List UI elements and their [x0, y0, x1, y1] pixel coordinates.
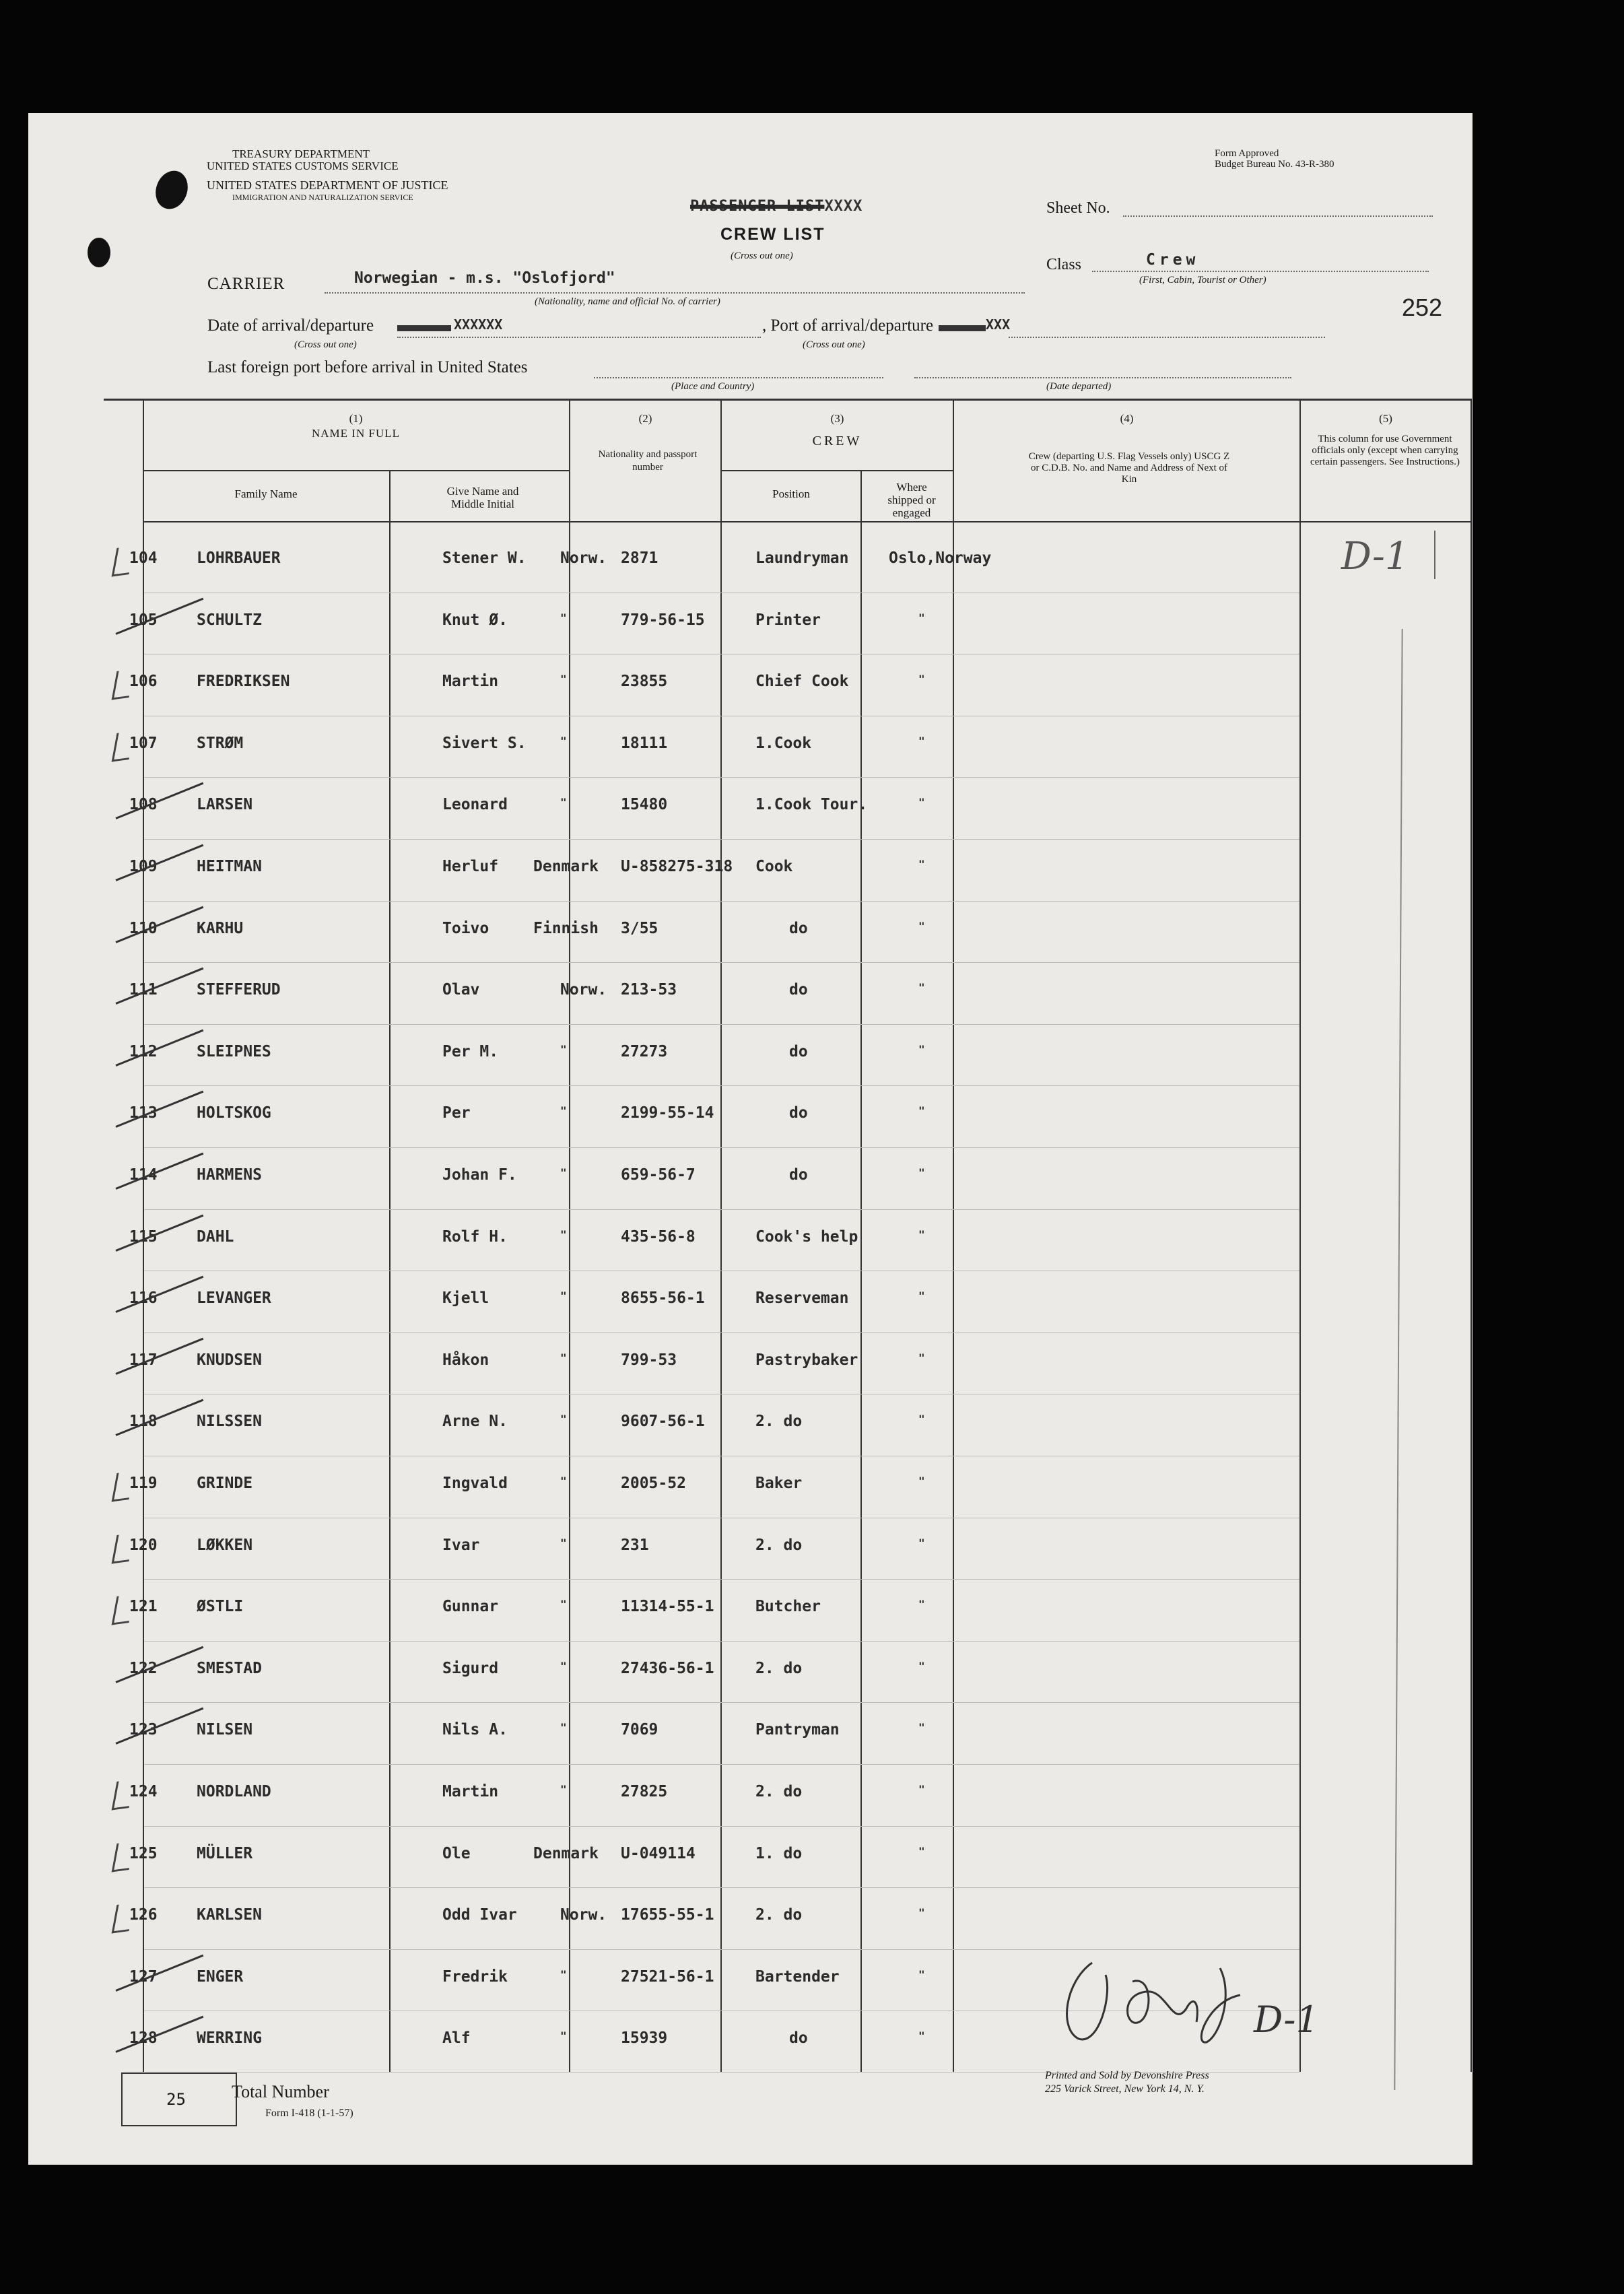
date-departed-blank	[914, 377, 1291, 379]
row-number: 120	[129, 1536, 158, 1554]
col5-title: This column for use Government officials only (except when carrying certain passengers. See Instructions.)	[1310, 434, 1460, 467]
dept-justice: UNITED STATES DEPARTMENT OF JUSTICE	[207, 178, 448, 192]
where-engaged: "	[918, 1598, 925, 1611]
c3-sub-rule	[722, 470, 953, 471]
position: do	[789, 1166, 808, 1184]
position: Printer	[755, 611, 821, 629]
printer-info	[1045, 2069, 1209, 2096]
family-name: DAHL	[197, 1227, 234, 1246]
given-name: Leonard	[442, 796, 508, 814]
tick-mark	[112, 1779, 135, 1810]
where-engaged: "	[918, 734, 925, 747]
where-engaged: "	[918, 1104, 925, 1118]
row-rule	[144, 1024, 1299, 1025]
tick-mark	[112, 669, 135, 700]
where-engaged: "	[918, 1475, 925, 1487]
nationality: "	[560, 1042, 567, 1056]
nationality: "	[560, 1166, 567, 1179]
given-name: Arne N.	[442, 1413, 508, 1431]
tick-mark	[112, 1532, 135, 1563]
family-name: KARLSEN	[197, 1906, 262, 1924]
where-engaged: "	[918, 1042, 925, 1056]
passport-number: 27436-56-1	[621, 1659, 714, 1677]
family-name: SCHULTZ	[197, 611, 262, 629]
col3-where: Where shipped or engaged	[887, 481, 936, 519]
where-engaged: "	[918, 981, 925, 994]
col4-number: (4)	[1120, 412, 1134, 425]
passport-number: 3/55	[621, 919, 658, 937]
header-bottom-rule	[143, 521, 1470, 522]
col2-title: Nationality and passport number	[598, 449, 698, 473]
nationality: "	[560, 1475, 567, 1487]
given-name: Alf	[442, 2029, 471, 2048]
where-engaged: "	[918, 796, 925, 809]
c1-sub-rule	[143, 470, 569, 471]
class-hint: (First, Cabin, Tourist or Other)	[1139, 275, 1266, 285]
arrival-strike	[397, 325, 451, 331]
where-engaged: "	[918, 1536, 925, 1549]
nationality: Norw.	[560, 1906, 607, 1924]
row-rule	[144, 839, 1299, 840]
given-name: Ivar	[442, 1536, 480, 1554]
nationality: "	[560, 1536, 567, 1549]
port-strike	[939, 325, 986, 331]
carrier-hint: (Nationality, name and official No. of carrier)	[535, 296, 720, 307]
family-name: SMESTAD	[197, 1659, 262, 1677]
position: Bartender	[755, 1967, 840, 1986]
given-name: Per M.	[442, 1042, 499, 1060]
passport-number: 17655-55-1	[621, 1906, 714, 1924]
total-value: 25	[166, 2090, 186, 2109]
row-rule	[144, 1641, 1299, 1642]
nationality: "	[560, 1413, 567, 1426]
family-name: MÜLLER	[197, 1844, 253, 1862]
table-top-rule	[104, 399, 1470, 401]
nationality: "	[560, 611, 567, 624]
given-name: Martin	[442, 1783, 499, 1800]
family-name: HEITMAN	[197, 858, 262, 875]
family-name: GRINDE	[197, 1475, 253, 1492]
row-number: 116	[129, 1289, 158, 1308]
col2-number: (2)	[638, 412, 652, 425]
arrival-label: Date of arrival/departure	[207, 316, 374, 335]
table-row	[28, 1592, 1473, 1633]
row-number: 112	[129, 1042, 158, 1060]
passport-number: 18111	[621, 734, 668, 752]
passport-number: U-858275-318	[621, 858, 733, 875]
tick-mark	[112, 1841, 135, 1872]
position: 2. do	[755, 1659, 803, 1677]
family-name: FREDRIKSEN	[197, 673, 290, 691]
table-row	[28, 606, 1473, 646]
row-rule	[144, 1887, 1299, 1888]
col1-given: Give Name and Middle Initial	[446, 485, 519, 510]
nationality: "	[560, 673, 567, 686]
dept-customs: UNITED STATES CUSTOMS SERVICE	[207, 160, 399, 172]
row-number: 128	[129, 2029, 158, 2048]
table-row	[28, 1407, 1473, 1448]
where-engaged: "	[918, 919, 925, 933]
carrier-label: CARRIER	[207, 275, 285, 293]
class-blank	[1092, 271, 1429, 273]
where-engaged: "	[918, 1844, 925, 1858]
tick-mark	[112, 1594, 135, 1625]
form-title: CREW LIST	[720, 225, 825, 244]
position: do	[789, 2029, 808, 2048]
col1-number: (1)	[349, 412, 363, 425]
position: Laundryman	[755, 549, 849, 567]
form-approval	[1215, 148, 1334, 170]
nationality: "	[560, 1351, 567, 1364]
tick-mark	[112, 1903, 135, 1934]
given-name: Ole	[442, 1844, 471, 1862]
row-number: 113	[129, 1104, 158, 1122]
passport-number: 23855	[621, 673, 668, 691]
col3-position: Position	[772, 487, 810, 500]
table-row	[28, 1469, 1473, 1510]
position: do	[789, 919, 808, 937]
position: 1.Cook	[755, 734, 812, 752]
row-rule	[144, 1085, 1299, 1086]
date-hint: (Date departed)	[1046, 381, 1112, 392]
where-engaged: "	[918, 1967, 925, 1981]
given-name: Håkon	[442, 1351, 489, 1369]
family-name: HARMENS	[197, 1166, 262, 1184]
row-number: 115	[129, 1227, 158, 1246]
row-rule	[144, 1949, 1299, 1950]
position: Pastrybaker	[755, 1351, 858, 1369]
budget-bureau: Budget Bureau No. 43-R-380	[1215, 159, 1334, 170]
row-number: 125	[129, 1844, 158, 1862]
passport-number: 2871	[621, 549, 658, 567]
nationality: "	[560, 1598, 567, 1611]
family-name: LEVANGER	[197, 1289, 271, 1308]
family-name: KARHU	[197, 919, 244, 937]
where-engaged: "	[918, 1721, 925, 1734]
family-name: SLEIPNES	[197, 1042, 271, 1060]
arrival-blank	[397, 337, 761, 339]
given-name: Johan F.	[442, 1166, 517, 1184]
passport-number: 659-56-7	[621, 1166, 696, 1184]
arrival-crossout: XXXXXX	[454, 316, 503, 333]
table-row	[28, 1038, 1473, 1078]
table-row	[28, 1531, 1473, 1572]
table-row	[28, 1223, 1473, 1263]
family-name: ØSTLI	[197, 1598, 244, 1616]
row-number: 107	[129, 734, 158, 752]
family-name: HOLTSKOG	[197, 1104, 271, 1122]
tick-mark	[112, 1471, 135, 1502]
row-rule	[144, 1209, 1299, 1210]
table-row	[28, 1346, 1473, 1386]
passport-number: 2199-55-14	[621, 1104, 714, 1122]
where-engaged: "	[918, 1289, 925, 1303]
row-rule	[144, 1826, 1299, 1827]
row-number: 123	[129, 1721, 158, 1739]
nationality: Norw.	[560, 549, 607, 567]
nationality: "	[560, 1289, 567, 1303]
nationality: "	[560, 734, 567, 747]
given-name: Gunnar	[442, 1598, 499, 1616]
department-header	[207, 147, 399, 172]
position: Cook	[755, 858, 793, 875]
passport-number: 8655-56-1	[621, 1289, 705, 1308]
nationality: Finnish	[533, 919, 599, 937]
nationality: Denmark	[533, 1844, 599, 1862]
given-name: Stener W.	[442, 549, 527, 567]
passport-number: 27825	[621, 1783, 668, 1800]
nationality: "	[560, 1659, 567, 1673]
family-name: STEFFERUD	[197, 981, 281, 999]
row-rule	[144, 1764, 1299, 1765]
row-rule	[144, 1332, 1299, 1333]
table-row	[28, 544, 1473, 584]
justice-header	[207, 179, 523, 203]
passport-number: 9607-56-1	[621, 1413, 705, 1431]
nationality: "	[560, 1721, 567, 1734]
place-hint: (Place and Country)	[671, 381, 755, 392]
form-number: Form I-418 (1-1-57)	[265, 2107, 353, 2119]
carrier-blank	[325, 292, 1025, 294]
table-row	[28, 667, 1473, 708]
where-engaged: "	[918, 2029, 925, 2043]
passport-number: 213-53	[621, 981, 677, 999]
position: do	[789, 1104, 808, 1122]
given-name: Kjell	[442, 1289, 489, 1308]
row-number: 121	[129, 1598, 158, 1616]
where-engaged: "	[918, 1166, 925, 1179]
col1-family: Family Name	[234, 487, 298, 500]
form-approved: Form Approved	[1215, 148, 1279, 159]
given-name: Toivo	[442, 919, 489, 937]
sheet-no-label: Sheet No.	[1046, 199, 1110, 217]
row-rule	[144, 962, 1299, 963]
family-name: LARSEN	[197, 796, 253, 814]
given-name: Fredrik	[442, 1967, 508, 1986]
position: do	[789, 981, 808, 999]
where-engaged: "	[918, 858, 925, 871]
where-engaged: "	[918, 1351, 925, 1364]
table-row	[28, 1716, 1473, 1756]
position: Cook's help	[755, 1227, 858, 1246]
row-rule	[144, 901, 1299, 902]
where-engaged: "	[918, 1659, 925, 1673]
passport-number: 435-56-8	[621, 1227, 696, 1246]
table-row	[28, 852, 1473, 893]
total-label: Total Number	[232, 2082, 329, 2101]
family-name: WERRING	[197, 2029, 262, 2048]
passport-number: 15939	[621, 2029, 668, 2048]
where-engaged: "	[918, 1783, 925, 1796]
annotation-d1-bottom: D-1	[1254, 1998, 1319, 2041]
where-engaged: "	[918, 1413, 925, 1426]
given-name: Ingvald	[442, 1475, 508, 1492]
passenger-list-crossed: PASSENGER LISTXXXX	[690, 198, 863, 215]
given-name: Sivert S.	[442, 734, 527, 752]
annotation-d1-top: D-1	[1341, 535, 1409, 578]
port-blank	[1009, 337, 1325, 339]
nationality: "	[560, 1104, 567, 1118]
table-row	[28, 976, 1473, 1016]
passport-number: 15480	[621, 796, 668, 814]
nationality: Denmark	[533, 858, 599, 875]
row-number: 126	[129, 1906, 158, 1924]
row-number: 122	[129, 1659, 158, 1677]
table-row	[28, 1161, 1473, 1201]
nationality: "	[560, 796, 567, 809]
row-rule	[144, 777, 1299, 778]
nationality: "	[560, 1227, 567, 1241]
row-number: 124	[129, 1783, 158, 1800]
given-name: Knut Ø.	[442, 611, 508, 629]
ink-blot	[88, 238, 110, 267]
row-number: 114	[129, 1166, 158, 1184]
row-number: 106	[129, 673, 158, 691]
position: 2. do	[755, 1783, 803, 1800]
annotation-bracket	[1434, 531, 1435, 579]
passport-number: 7069	[621, 1721, 658, 1739]
table-row	[28, 1284, 1473, 1324]
col3-number: (3)	[830, 412, 844, 425]
col3-title: CREW	[812, 434, 862, 448]
col5-number: (5)	[1379, 412, 1392, 425]
given-name: Olav	[442, 981, 480, 999]
last-port-label: Last foreign port before arrival in United States	[207, 358, 528, 376]
where-engaged: "	[918, 1227, 925, 1241]
table-row	[28, 790, 1473, 831]
position: 1.Cook Tour.	[755, 796, 868, 814]
printer-line2: 225 Varick Street, New York 14, N. Y.	[1045, 2083, 1205, 2095]
position: 2. do	[755, 1536, 803, 1554]
given-name: Per	[442, 1104, 471, 1122]
passport-number: 27521-56-1	[621, 1967, 714, 1986]
arrival-hint: (Cross out one)	[294, 339, 357, 350]
title-cross-hint: (Cross out one)	[731, 250, 793, 261]
nationality: Norw.	[560, 981, 607, 999]
table-row	[28, 729, 1473, 770]
position: Butcher	[755, 1598, 821, 1616]
dept-treasury: TREASURY DEPARTMENT	[232, 147, 370, 160]
last-port-blank	[594, 377, 883, 379]
where-engaged: "	[918, 1906, 925, 1920]
position: 2. do	[755, 1413, 803, 1431]
family-name: LOHRBAUER	[197, 549, 281, 567]
position: 2. do	[755, 1906, 803, 1924]
position: 1. do	[755, 1844, 803, 1862]
family-name: NILSEN	[197, 1721, 253, 1739]
col1-title: NAME IN FULL	[312, 427, 400, 440]
position: Reserveman	[755, 1289, 849, 1308]
given-name: Martin	[442, 673, 499, 691]
tick-mark	[112, 731, 135, 762]
row-rule	[144, 1579, 1299, 1580]
carrier-value: Norwegian - m.s. "Oslofjord"	[354, 269, 615, 287]
family-name: ENGER	[197, 1967, 244, 1986]
port-hint: (Cross out one)	[803, 339, 865, 350]
table-row	[28, 1778, 1473, 1818]
row-number: 118	[129, 1413, 158, 1431]
row-number: 108	[129, 796, 158, 814]
row-number: 117	[129, 1351, 158, 1369]
tick-mark	[112, 545, 135, 576]
col4-title: Crew (departing U.S. Flag Vessels only) USCG Z or C.D.B. No. and Name and Address of Next of Kin	[1028, 451, 1230, 485]
given-name: Herluf	[442, 858, 499, 875]
position: Pantryman	[755, 1721, 840, 1739]
family-name: NORDLAND	[197, 1783, 271, 1800]
table-row	[28, 1901, 1473, 1941]
family-name: NILSSEN	[197, 1413, 262, 1431]
nationality: "	[560, 1967, 567, 1981]
passport-number: U-049114	[621, 1844, 696, 1862]
given-name: Nils A.	[442, 1721, 508, 1739]
given-name: Odd Ivar	[442, 1906, 517, 1924]
passport-number: 779-56-15	[621, 611, 705, 629]
table-row	[28, 1654, 1473, 1695]
row-rule	[144, 1702, 1299, 1703]
family-name: STRØM	[197, 734, 244, 752]
row-number: 111	[129, 981, 158, 999]
table-row	[28, 1840, 1473, 1880]
row-number: 104	[129, 549, 158, 567]
row-number: 110	[129, 919, 158, 937]
position: Baker	[755, 1475, 803, 1492]
dept-immigration: IMMIGRATION AND NATURALIZATION SERVICE	[232, 193, 413, 202]
row-number: 109	[129, 858, 158, 875]
passport-number: 11314-55-1	[621, 1598, 714, 1616]
table-row	[28, 1099, 1473, 1139]
passport-number: 2005-52	[621, 1475, 686, 1492]
family-name: KNUDSEN	[197, 1351, 262, 1369]
passport-number: 27273	[621, 1042, 668, 1060]
table-row	[28, 914, 1473, 955]
passport-number: 231	[621, 1536, 649, 1554]
where-engaged: "	[918, 611, 925, 624]
family-name: LØKKEN	[197, 1536, 253, 1554]
page-number: 252	[1402, 294, 1443, 321]
row-number: 119	[129, 1475, 158, 1492]
nationality: "	[560, 1783, 567, 1796]
class-label: Class	[1046, 256, 1082, 273]
port-crossout: XXX	[986, 316, 1011, 333]
document-page	[28, 113, 1473, 2165]
position: do	[789, 1042, 808, 1060]
printer-line1: Printed and Sold by Devonshire Press	[1045, 2070, 1209, 2081]
position: Chief Cook	[755, 673, 849, 691]
row-number: 127	[129, 1967, 158, 1986]
given-name: Rolf H.	[442, 1227, 508, 1246]
nationality: "	[560, 2029, 567, 2043]
sheet-no-blank	[1123, 215, 1433, 217]
port-label: , Port of arrival/departure	[762, 316, 934, 335]
where-engaged: Oslo,Norway	[889, 549, 992, 567]
class-value: Crew	[1146, 251, 1200, 269]
given-name: Sigurd	[442, 1659, 499, 1677]
where-engaged: "	[918, 673, 925, 686]
passport-number: 799-53	[621, 1351, 677, 1369]
row-rule	[144, 1147, 1299, 1148]
ink-blot	[150, 166, 193, 213]
row-number: 105	[129, 611, 158, 629]
